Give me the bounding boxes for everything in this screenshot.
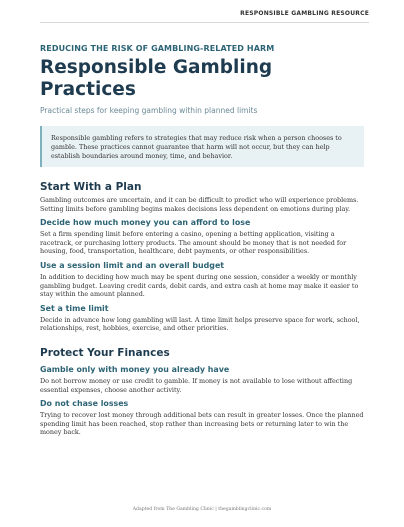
- subheading-time-limit: Set a time limit: [40, 303, 109, 313]
- paragraph-money-have: Do not borrow money or use credit to gamble. If money is not available to lose without affecting essential expenses, choose another activity.: [40, 376, 353, 394]
- title-line-1: Responsible Gambling: [40, 57, 273, 78]
- paragraph-time-limit: Decide in advance how long gambling will last. A time limit helps preserve space for work, school, relationships, rest, hobbies, exercise, and other priorities.: [40, 315, 360, 333]
- page-subtitle: Practical steps for keeping gambling within planned limits: [40, 106, 258, 115]
- intro-callout: Responsible gambling refers to strategies that may reduce risk when a person chooses to gamble. These practices cannot guarantee that harm will not occur, but they can help establish boundaries around money, time, and behavior.: [40, 126, 364, 167]
- section-intro-plan: Gambling outcomes are uncertain, and it can be difficult to predict who will experience problems. Setting limits before gambling begins makes decisions less dependent on emotions during play.: [40, 196, 359, 213]
- kicker: REDUCING THE RISK OF GAMBLING-RELATED HARM: [40, 44, 275, 53]
- paragraph-afford: Set a firm spending limit before entering a casino, opening a betting application, visiting a racetrack, or purchasing lottery products. The amount should be money that is not needed for housing, food, transportation, healthcare, debt payments, or other responsibilities.: [40, 230, 347, 256]
- page-footer: Adapted from The Gambling Clinic | thegamblingclinic.com: [132, 507, 272, 512]
- subheading-money-have: Gamble only with money you already have: [40, 364, 230, 374]
- subheading-chase-losses: Do not chase losses: [40, 399, 129, 409]
- section-heading-plan: Start With a Plan: [40, 181, 142, 193]
- page-title: [40, 57, 364, 101]
- subheading-afford: Decide how much money you can afford to lose: [40, 218, 251, 228]
- running-header: RESPONSIBLE GAMBLING RESOURCE: [40, 10, 369, 23]
- paragraph-chase-losses: Trying to recover lost money through additional bets can result in greater losses. Once the planned spending limit has been reached, stop rather than increasing bets or returning later to win the money back.: [40, 411, 364, 437]
- subheading-session-limit: Use a session limit and an overall budget: [40, 260, 225, 270]
- title-line-2: Practices: [40, 79, 136, 100]
- section-heading-finances: Protect Your Finances: [40, 346, 170, 359]
- paragraph-session-limit: In addition to deciding how much may be spent during one session, consider a weekly or monthly gambling budget. Leaving credit cards, debit cards, and extra cash at home may make it easier to stay within the amount planned.: [40, 272, 359, 299]
